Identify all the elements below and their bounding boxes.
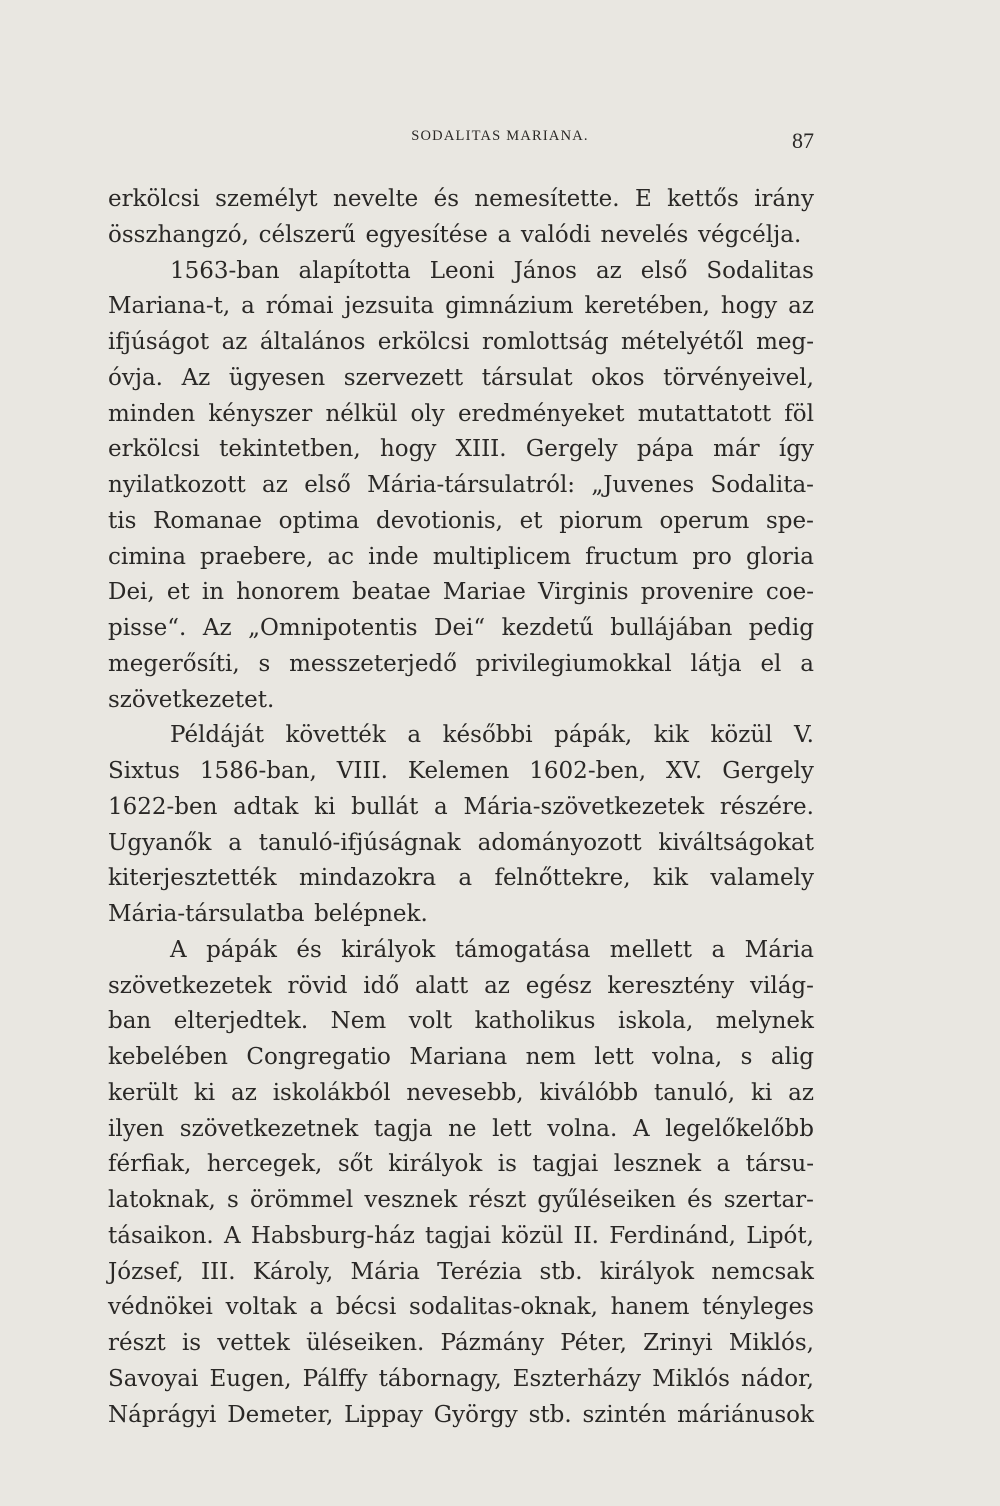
text-line: pisse“. Az „Omnipotentis Dei“ kezdetű bullájában pedig bbox=[108, 615, 814, 641]
text-line: Sixtus 1586-ban, VIII. Kelemen 1602-ben, XV. Gergely bbox=[108, 758, 814, 784]
paragraph bbox=[108, 718, 814, 933]
text-line: védnökei voltak a bécsi sodalitas-oknak, hanem tényleges bbox=[108, 1294, 814, 1321]
text-line: ifjúságot az általános erkölcsi romlottság mételyétől meg- bbox=[108, 329, 814, 355]
text-line: erkölcsi személyt nevelte és nemesítette. E kettős irány bbox=[108, 186, 814, 212]
text-line: ban elterjedtek. Nem volt katholikus iskola, melynek bbox=[108, 1008, 814, 1035]
text-line: minden kényszer nélkül oly eredményeket mutattatott föl bbox=[108, 400, 814, 427]
text-line: 1622-ben adtak ki bullát a Mária-szövetkezetek részére. bbox=[108, 793, 814, 820]
text-line: Savoyai Eugen, Pálffy tábornagy, Eszterházy Miklós nádor, bbox=[108, 1365, 814, 1392]
text-line: Náprágyi Demeter, Lippay György stb. szintén máriánusok bbox=[108, 1401, 814, 1428]
text-line: Dei, et in honorem beatae Mariae Virginis provenire coe- bbox=[108, 579, 814, 606]
page-number: 87 bbox=[792, 128, 814, 153]
text-line: szövetkezetet. bbox=[108, 686, 275, 713]
paragraph bbox=[108, 254, 814, 719]
text-line: erkölcsi tekintetben, hogy XIII. Gergely pápa már így bbox=[108, 436, 814, 463]
text-line: nyilatkozott az első Mária-társulatról: „Juvenes Sodalita- bbox=[108, 472, 814, 498]
paragraph bbox=[108, 182, 814, 254]
text-line: részt is vettek üléseiken. Pázmány Péter, Zrinyi Miklós, bbox=[108, 1330, 814, 1356]
text-line: tásaikon. A Habsburg-ház tagjai közül II. Ferdinánd, Lipót, bbox=[108, 1222, 814, 1249]
text-line: József, III. Károly, Mária Terézia stb. királyok nemcsak bbox=[108, 1258, 814, 1285]
text-line: tis Romanae optima devotionis, et piorum operum spe- bbox=[108, 507, 814, 534]
text-line: férfiak, hercegek, sőt királyok is tagjai lesznek a társu- bbox=[108, 1151, 814, 1178]
text-line: Ugyanők a tanuló-ifjúságnak adományozott kiváltságokat bbox=[108, 829, 814, 856]
text-line: latoknak, s örömmel vesznek részt gyűléseiken és szertar- bbox=[108, 1187, 814, 1213]
text-line: szövetkezetek rövid idő alatt az egész keresztény világ- bbox=[108, 972, 814, 999]
text-line: óvja. Az ügyesen szervezett társulat okos törvényeivel, bbox=[108, 364, 814, 391]
text-line: Mária-társulatba belépnek. bbox=[108, 901, 428, 927]
text-line: Példáját követték a későbbi pápák, kik közül V. bbox=[170, 722, 814, 749]
running-header-title: SODALITAS MARIANA. bbox=[411, 128, 589, 144]
text-line: Mariana-t, a római jezsuita gimnázium keretében, hogy az bbox=[108, 293, 814, 320]
text-line: cimina praebere, ac inde multiplicem fructum pro gloria bbox=[108, 543, 814, 570]
text-line: 1563-ban alapította Leoni János az első Sodalitas bbox=[170, 257, 814, 284]
text-line: ilyen szövetkezetnek tagja ne lett volna. A legelőkelőbb bbox=[108, 1115, 814, 1142]
body-text bbox=[108, 182, 814, 1433]
text-line: megerősíti, s messzeterjedő privilegiumokkal látja el a bbox=[108, 650, 814, 677]
text-line: kiterjesztették mindazokra a felnőttekre, kik valamely bbox=[108, 865, 814, 892]
text-line: került ki az iskolákból nevesebb, kiválóbb tanuló, ki az bbox=[108, 1079, 814, 1106]
text-line: A pápák és királyok támogatása mellett a Mária bbox=[170, 936, 814, 963]
paragraph bbox=[108, 933, 814, 1434]
text-line: kebelében Congregatio Mariana nem lett volna, s alig bbox=[108, 1044, 814, 1070]
text-line: összhangzó, célszerű egyesítése a valódi nevelés végcélja. bbox=[108, 221, 802, 248]
